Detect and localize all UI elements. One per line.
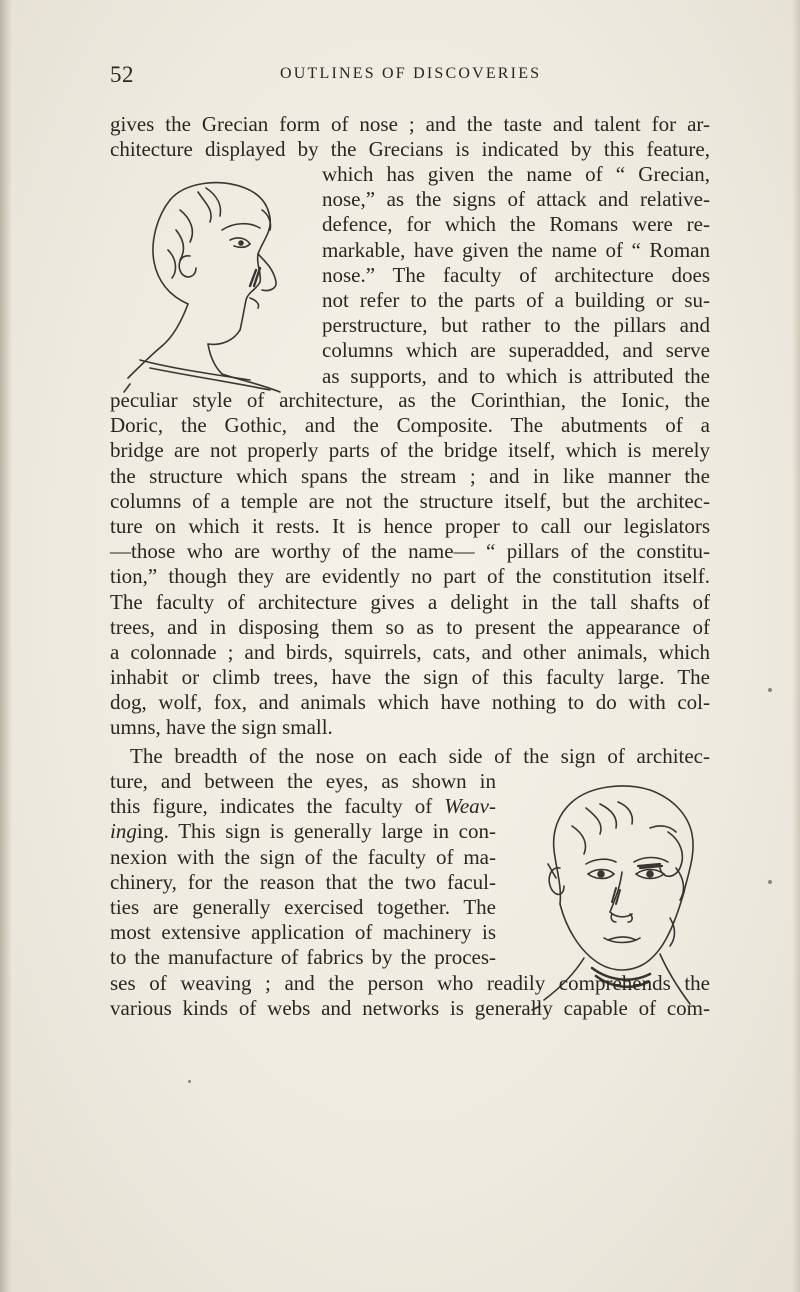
text-line: gives the Grecian form of nose ; and the taste and talent for ar- [110,112,710,136]
page-binding-edge [0,0,12,1292]
text-fragment: this figure, indicates the faculty of [110,794,445,819]
text-line: not refer to the parts of a building or su- [322,287,710,312]
text-line: as supports, and to which is attributed the [322,363,710,388]
text-line: umns, have the sign small. [110,715,333,740]
text-line: columns of a temple are not the structure itself, but the architec- [110,488,710,513]
text-line: bridge are not properly parts of the bridge itself, which is merely [110,438,710,463]
paragraph-second-start [110,744,710,769]
text-line [110,819,496,844]
text-line: The breadth of the nose on each side of the sign of architec- [130,744,710,768]
grecian-nose-profile-illustration-icon [110,170,315,395]
text-line: defence, for which the Romans were re- [322,212,710,237]
text-line: which has given the name of “ Grecian, [322,162,710,186]
running-head [110,62,720,92]
text-line: peculiar style of architecture, as the Corinthian, the Ionic, the [110,388,710,412]
text-line: dog, wolf, fox, and animals which have nothing to do with col- [110,690,710,715]
text-line: ture on which it rests. It is hence proper to call our legislators [110,513,710,538]
text-line: inhabit or climb trees, have the sign of this faculty large. The [110,665,710,690]
stray-ink-mark [188,1080,191,1083]
text-line: nose,” as the signs of attack and relative- [322,187,710,212]
text-line: columns which are superadded, and serve [322,338,710,363]
italic-term-weaving-part2: ing [110,819,137,844]
text-line: a colonnade ; and birds, squirrels, cats, and other animals, which [110,639,710,664]
text-line: chitecture displayed by the Grecians is indicated by this feature, [110,137,710,162]
text-line: —those who are worthy of the name— “ pillars of the constitu- [110,539,710,564]
text-line: the structure which spans the stream ; and in like manner the [110,463,710,488]
paragraph-bottom [110,971,710,1021]
paragraph-top [110,112,710,162]
text-line: The faculty of architecture gives a delight in the tall shafts of [110,589,710,614]
text-line: markable, have given the name of “ Roman [322,237,710,262]
page-number: 52 [110,62,134,87]
text-line: tion,” though they are evidently no part of the constitution itself. [110,564,710,589]
stray-ink-mark [768,688,772,692]
text-line: most extensive application of machinery is [110,920,496,945]
text-line: ture, and between the eyes, as shown in [110,769,496,793]
text-line: nexion with the sign of the faculty of ma- [110,844,496,869]
text-line: to the manufacture of fabrics by the proces- [110,945,496,970]
figure-grecian-profile [110,170,315,395]
running-title: OUTLINES OF DISCOVERIES [280,65,542,82]
text-line: Doric, the Gothic, and the Composite. The abutments of a [110,413,710,438]
text-line: chinery, for the reason that the two facul- [110,869,496,894]
italic-term-weaving-part1: Weav- [444,794,496,819]
text-line: various kinds of webs and networks is generally capable of com- [110,996,710,1021]
text-line: perstructure, but rather to the pillars and [322,313,710,338]
text-fragment: ing. This sign is generally large in con- [136,819,496,844]
paragraph-beside-figure-1 [322,162,710,389]
page-right-edge [792,0,800,1292]
text-line: ties are generally exercised together. The [110,894,496,919]
text-line: nose.” The faculty of architecture does [322,262,710,287]
paragraph-beside-figure-2 [110,769,496,971]
stray-ink-mark [768,880,772,884]
text-line [110,794,496,819]
paragraph-middle [110,388,710,741]
text-line: trees, and in disposing them so as to present the appearance of [110,614,710,639]
text-line: ses of weaving ; and the person who readily comprehends the [110,971,710,995]
